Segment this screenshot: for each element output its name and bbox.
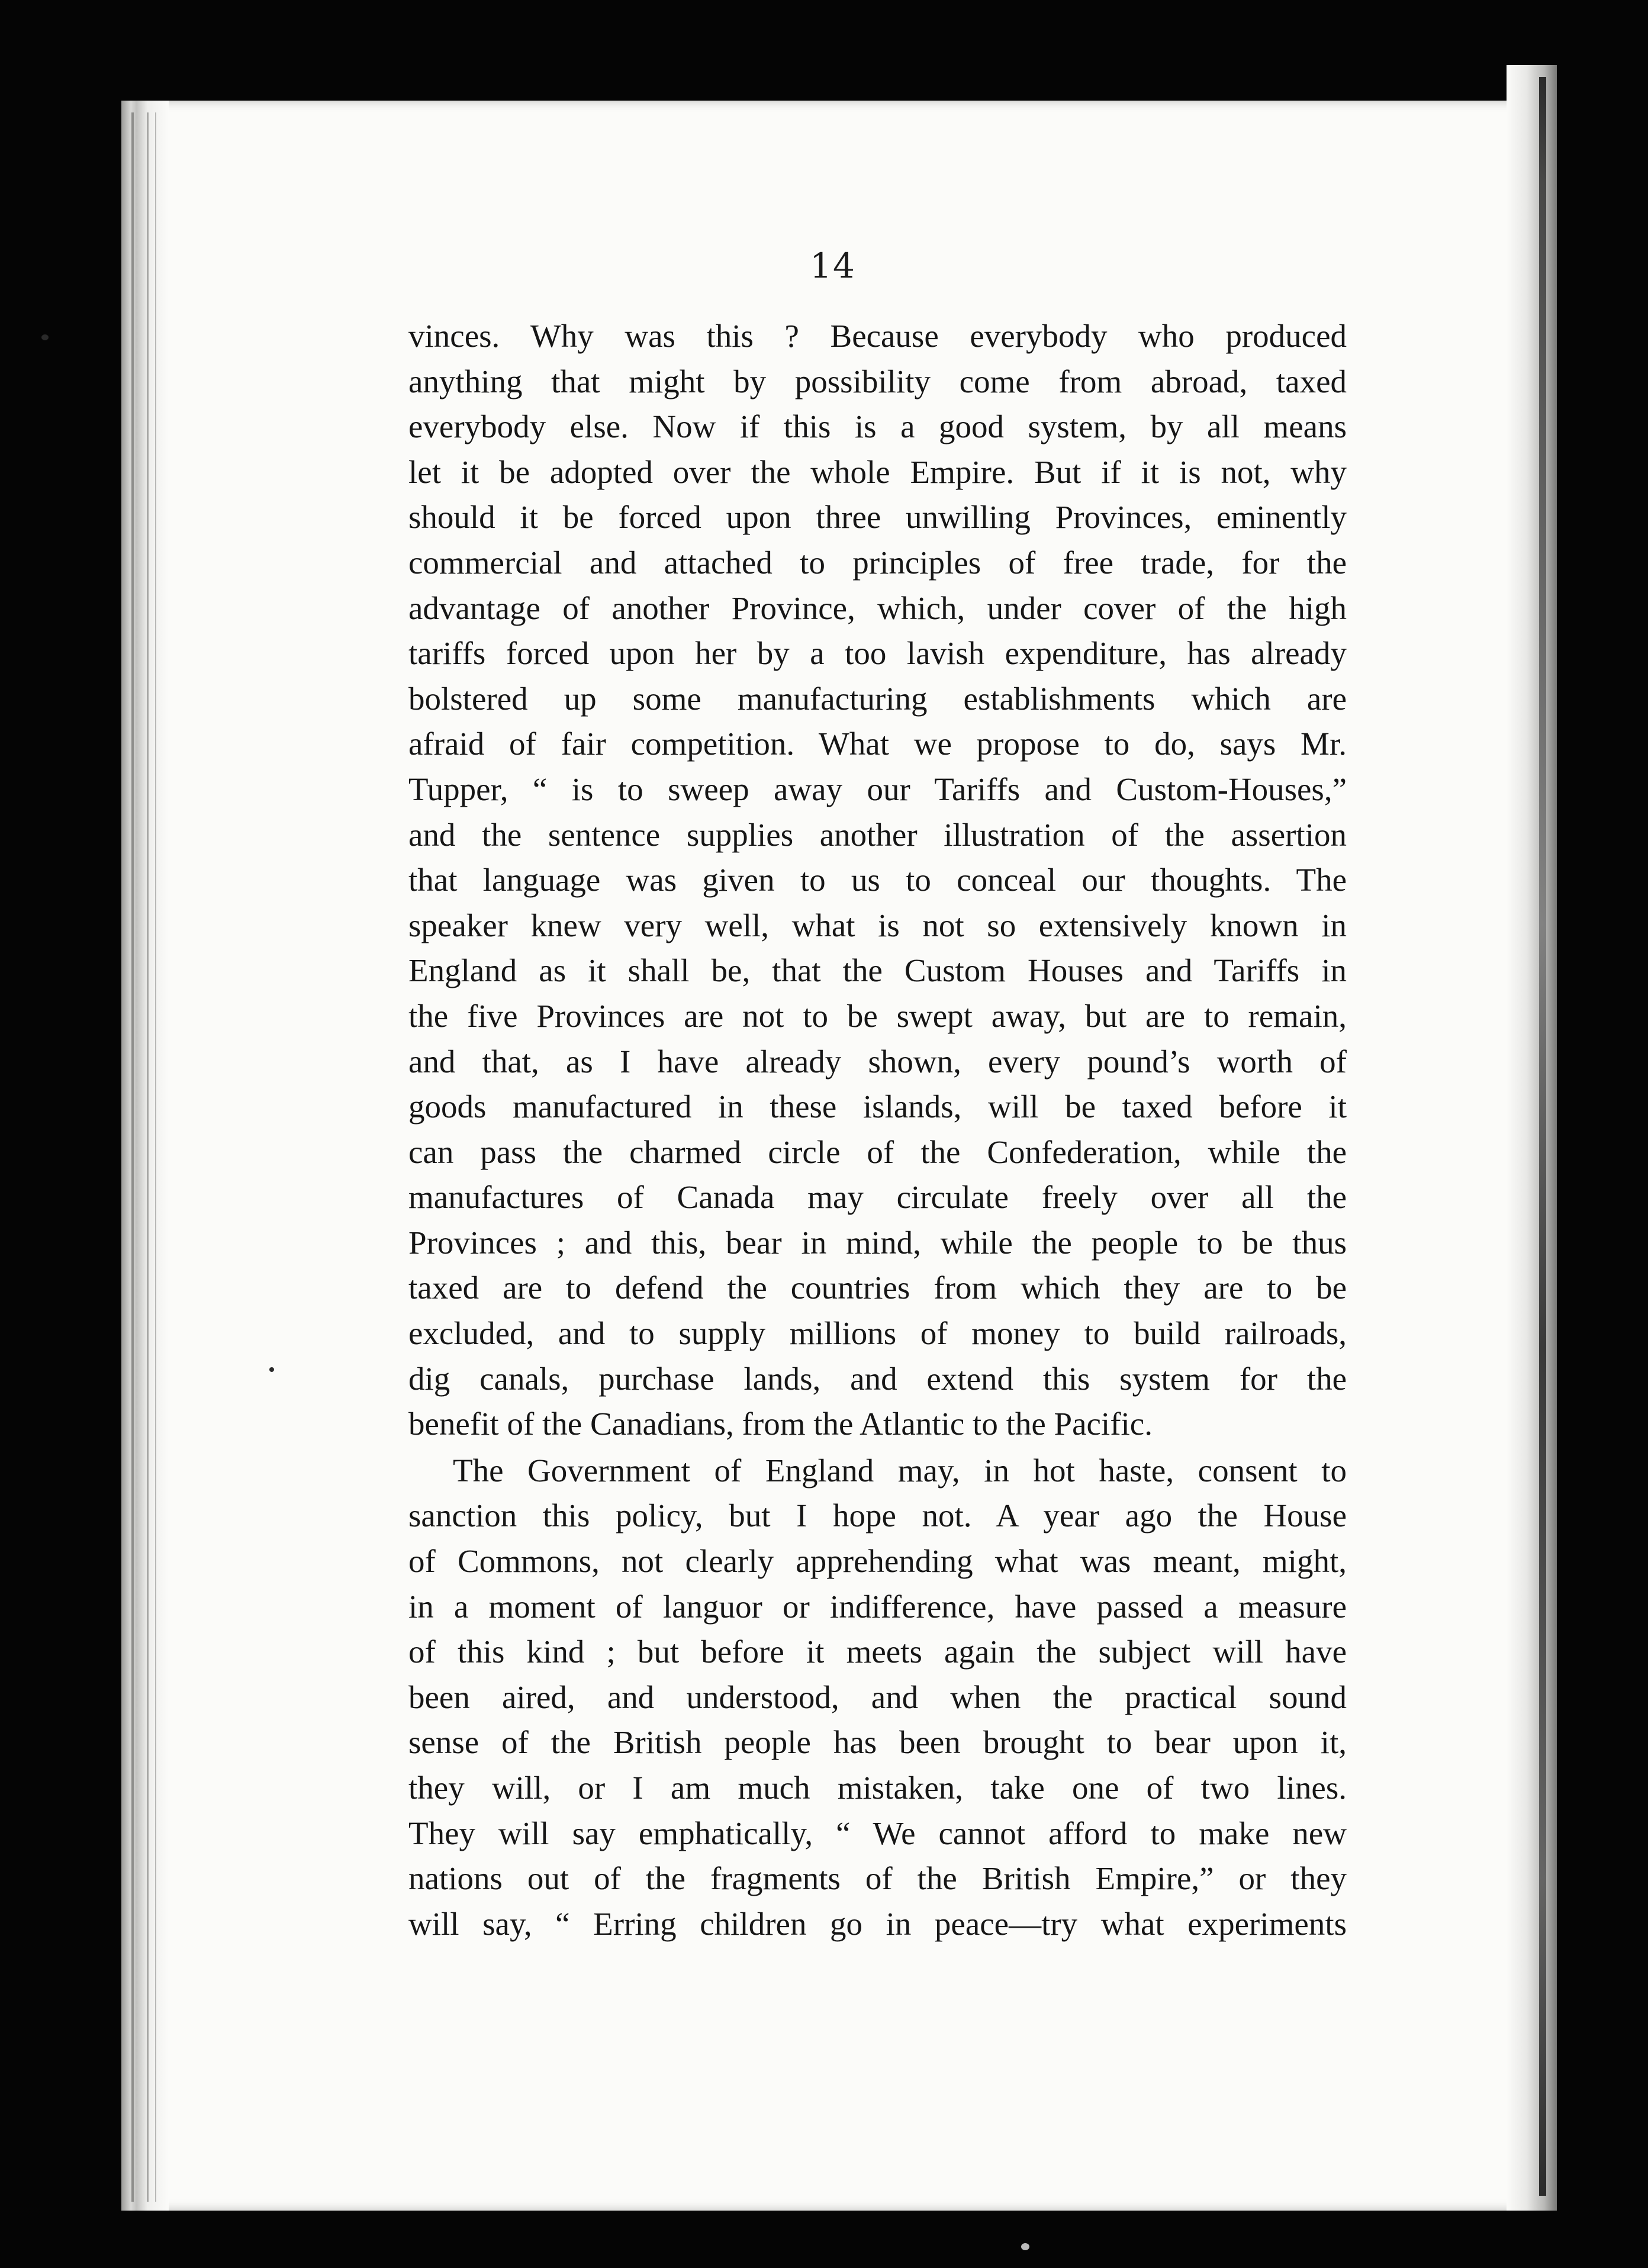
text-line: Provinces ; and this, bear in mind, while the people to be thus xyxy=(408,1224,1347,1261)
text-line: they will, or I am much mistaken, take one of two lines. xyxy=(408,1770,1347,1806)
text-line: should it be forced upon three unwilling Provinces, eminently xyxy=(408,499,1347,536)
text-line: England as it shall be, that the Custom Houses and Tariffs in xyxy=(408,952,1347,989)
text-line: everybody else. Now if this is a good system, by all means xyxy=(408,408,1347,445)
text-line: can pass the charmed circle of the Confederation, while the xyxy=(408,1133,1347,1170)
paragraph xyxy=(408,1448,1347,1947)
left-binding-shadow xyxy=(121,101,169,2211)
text-line: sanction this policy, but I hope not. A year ago the House xyxy=(408,1497,1347,1534)
text-line: Tupper, “ is to sweep away our Tariffs and Custom-Houses,” xyxy=(408,771,1347,807)
scan-speck xyxy=(41,334,49,340)
text-line: and that, as I have already shown, every pound’s worth of xyxy=(408,1043,1347,1080)
binding-line xyxy=(131,112,134,2202)
text-line: nations out of the fragments of the British Empire,” or they xyxy=(408,1860,1347,1897)
text-line: commercial and attached to principles of free trade, for the xyxy=(408,544,1347,581)
text-line: speaker knew very well, what is not so extensively known in xyxy=(408,907,1347,943)
text-line: afraid of fair competition. What we propose to do, says Mr. xyxy=(408,726,1347,762)
text-line: and the sentence supplies another illustration of the assertion xyxy=(408,816,1347,853)
body-text xyxy=(408,314,1347,1947)
text-line: will say, “ Erring children go in peace—try what experiments xyxy=(408,1905,1347,1942)
text-line: anything that might by possibility come from abroad, taxed xyxy=(408,363,1347,400)
text-line: taxed are to defend the countries from which they are to be xyxy=(408,1270,1347,1306)
text-line: been aired, and understood, and when the practical sound xyxy=(408,1679,1347,1715)
text-line: of Commons, not clearly apprehending what was meant, might, xyxy=(408,1543,1347,1580)
text-line: goods manufactured in these islands, will be taxed before it xyxy=(408,1088,1347,1125)
text-line: of this kind ; but before it meets again the subject will have xyxy=(408,1634,1347,1670)
text-line: in a moment of languor or indifference, have passed a measure xyxy=(408,1588,1347,1625)
binding-line xyxy=(155,112,156,2202)
text-line: They will say emphatically, “ We cannot afford to make new xyxy=(408,1815,1347,1851)
text-line: excluded, and to supply millions of money to build railroads, xyxy=(408,1315,1347,1352)
text-line: manufactures of Canada may circulate freely over all the xyxy=(408,1179,1347,1216)
text-line: bolstered up some manufacturing establishments which are xyxy=(408,680,1347,717)
scan-speck xyxy=(269,1367,274,1372)
text-line: dig canals, purchase lands, and extend this system for the xyxy=(408,1360,1347,1397)
text-line: advantage of another Province, which, under cover of the high xyxy=(408,589,1347,626)
scan-speck xyxy=(1021,2243,1029,2250)
right-page-edge xyxy=(1539,77,1546,2196)
text-line: vinces. Why was this ? Because everybody who produced xyxy=(408,318,1347,354)
right-binding-shadow xyxy=(1507,65,1557,2211)
text-line: benefit of the Canadians, from the Atlantic to the Pacific. xyxy=(408,1406,1153,1442)
text-line: that language was given to us to conceal our thoughts. The xyxy=(408,862,1347,898)
page-number: 14 xyxy=(810,246,856,286)
text-line: the five Provinces are not to be swept away, but are to remain, xyxy=(408,997,1347,1034)
paragraph xyxy=(408,314,1347,1447)
text-line: The Government of England may, in hot haste, consent to xyxy=(453,1452,1347,1489)
text-line: tariffs forced upon her by a too lavish expenditure, has already xyxy=(408,635,1347,672)
text-line: let it be adopted over the whole Empire. But if it is not, why xyxy=(408,453,1347,490)
text-line: sense of the British people has been brought to bear upon it, xyxy=(408,1724,1347,1761)
binding-line xyxy=(147,112,149,2202)
